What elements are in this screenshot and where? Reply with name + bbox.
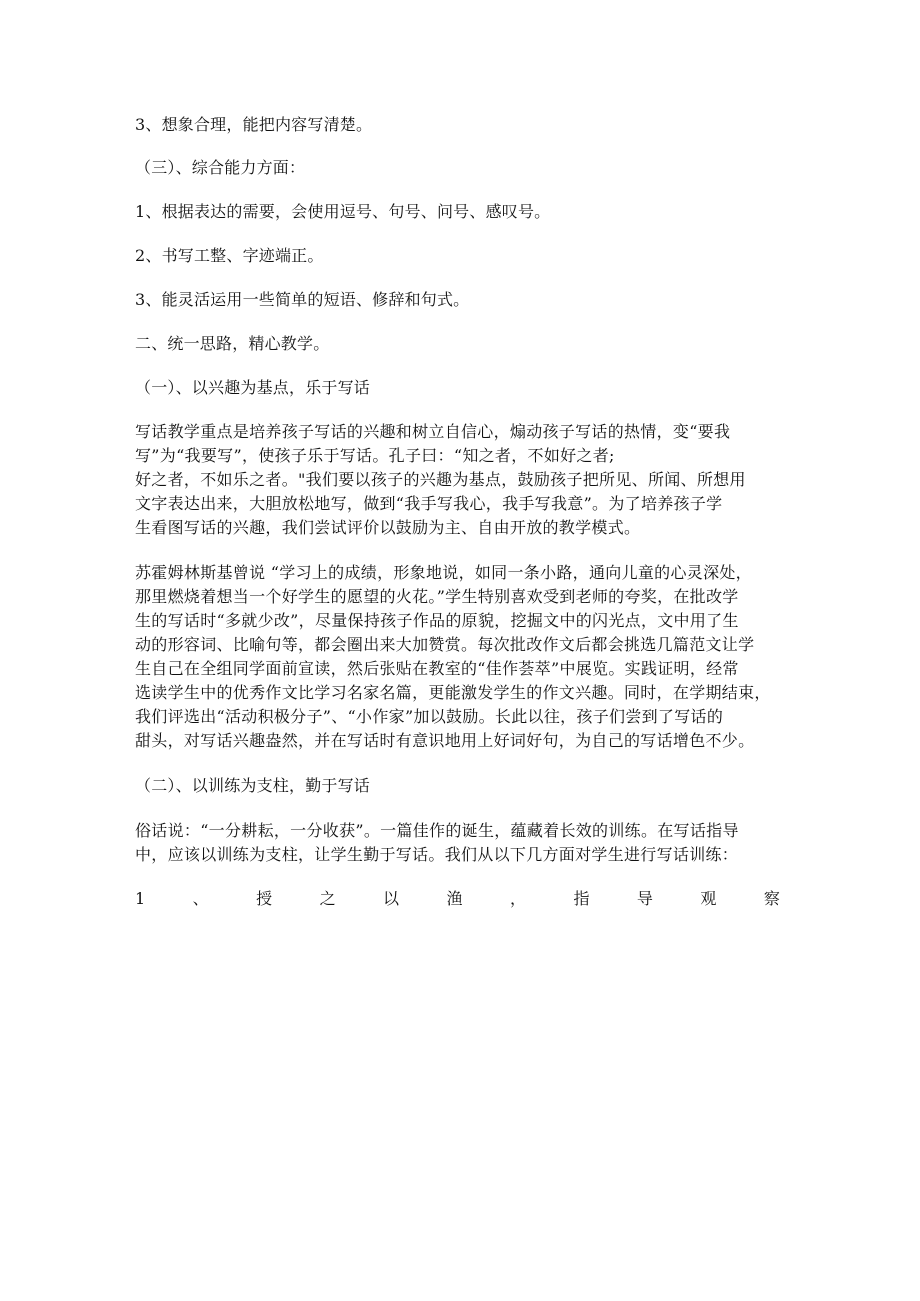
- paragraph-line: 好之者，不如乐之者。"我们要以孩子的兴趣为基点，鼓励孩子把所见、所闻、所想用: [135, 470, 746, 489]
- paragraph-line: 写话教学重点是培养孩子写话的兴趣和树立自信心，煽动孩子写话的热情，变“要我: [135, 422, 731, 441]
- paragraph-training: [135, 819, 795, 867]
- section-heading-comprehensive: （三）、综合能力方面：: [135, 158, 306, 177]
- paragraph-line: 写”为“我要写”，使孩子乐于写话。孔子曰：“知之者，不如好之者;: [135, 446, 615, 465]
- paragraph-line: 中，应该以训练为支柱，让学生勤于写话。我们从以下几方面对学生进行写话训练：: [135, 845, 739, 864]
- list-item-handwriting: 2、书写工整、字迹端正。: [135, 246, 324, 265]
- list-item-phrases: 3、能灵活运用一些简单的短语、修辞和句式。: [135, 290, 470, 309]
- char: 以: [383, 889, 400, 908]
- subsection-heading-interest: （一）、以兴趣为基点，乐于写话: [135, 378, 371, 397]
- char: 之: [319, 889, 336, 908]
- char: 授: [256, 889, 273, 908]
- paragraph-line: 选读学生中的优秀作文比学习名家名篇，更能激发学生的作文兴趣。同时，在学期结束，: [135, 683, 771, 702]
- char: 导: [636, 889, 653, 908]
- paragraph-line: 甜头，对写话兴趣盎然，并在写话时有意识地用上好词好句，为自己的写话增色不少。: [135, 731, 755, 750]
- justified-last-line: [135, 888, 780, 910]
- paragraph-interest: [135, 420, 795, 540]
- paragraph-line: 文字表达出来，大胆放松地写，做到“我手写我心，我手写我意”。为了培养孩子学: [135, 494, 723, 513]
- paragraph-line: 生自己在全组同学面前宣读，然后张贴在教室的“佳作荟萃”中展览。实践证明，经常: [135, 659, 739, 678]
- paragraph-line: 我们评选出“活动积极分子”、“小作家”加以鼓励。长此以往，孩子们尝到了写话的: [135, 707, 724, 726]
- list-item-imagination: 3、想象合理，能把内容写清楚。: [135, 115, 373, 134]
- char: 、: [192, 889, 209, 908]
- list-item-punctuation: 1、根据表达的需要，会使用逗号、句号、问号、感叹号。: [135, 202, 551, 221]
- char: ，: [509, 889, 526, 908]
- paragraph-line: 那里燃烧着想当一个好学生的愿望的火花。”学生特别喜欢受到老师的夸奖，在批改学: [135, 587, 739, 606]
- section-heading-unify: 二、统一思路，精心教学。: [135, 334, 330, 353]
- paragraph-line: 生看图写话的兴趣，我们尝试评价以鼓励为主、自由开放的教学模式。: [135, 518, 641, 537]
- char: 察: [763, 889, 780, 908]
- subsection-heading-training: （二）、以训练为支柱，勤于写话: [135, 776, 371, 795]
- paragraph-line: 苏霍姆林斯基曾说 “学习上的成绩，形象地说，如同一条小路，通向儿童的心灵深处，: [135, 563, 752, 582]
- paragraph-line: 俗话说：“一分耕耘，一分收获”。一篇佳作的诞生，蕴藏着长效的训练。在写话指导: [135, 821, 739, 840]
- paragraph-line: 生的写话时“多就少改”，尽量保持孩子作品的原貌，挖掘文中的闪光点，文中用了生: [135, 611, 739, 630]
- char: 指: [573, 889, 590, 908]
- char: 观: [700, 889, 717, 908]
- paragraph-praise: [135, 561, 795, 753]
- char: 1: [135, 889, 146, 908]
- paragraph-line: 动的形容词、比喻句等，都会圈出来大加赞赏。每次批改作文后都会挑选几篇范文让学: [135, 635, 755, 654]
- char: 渔: [446, 889, 463, 908]
